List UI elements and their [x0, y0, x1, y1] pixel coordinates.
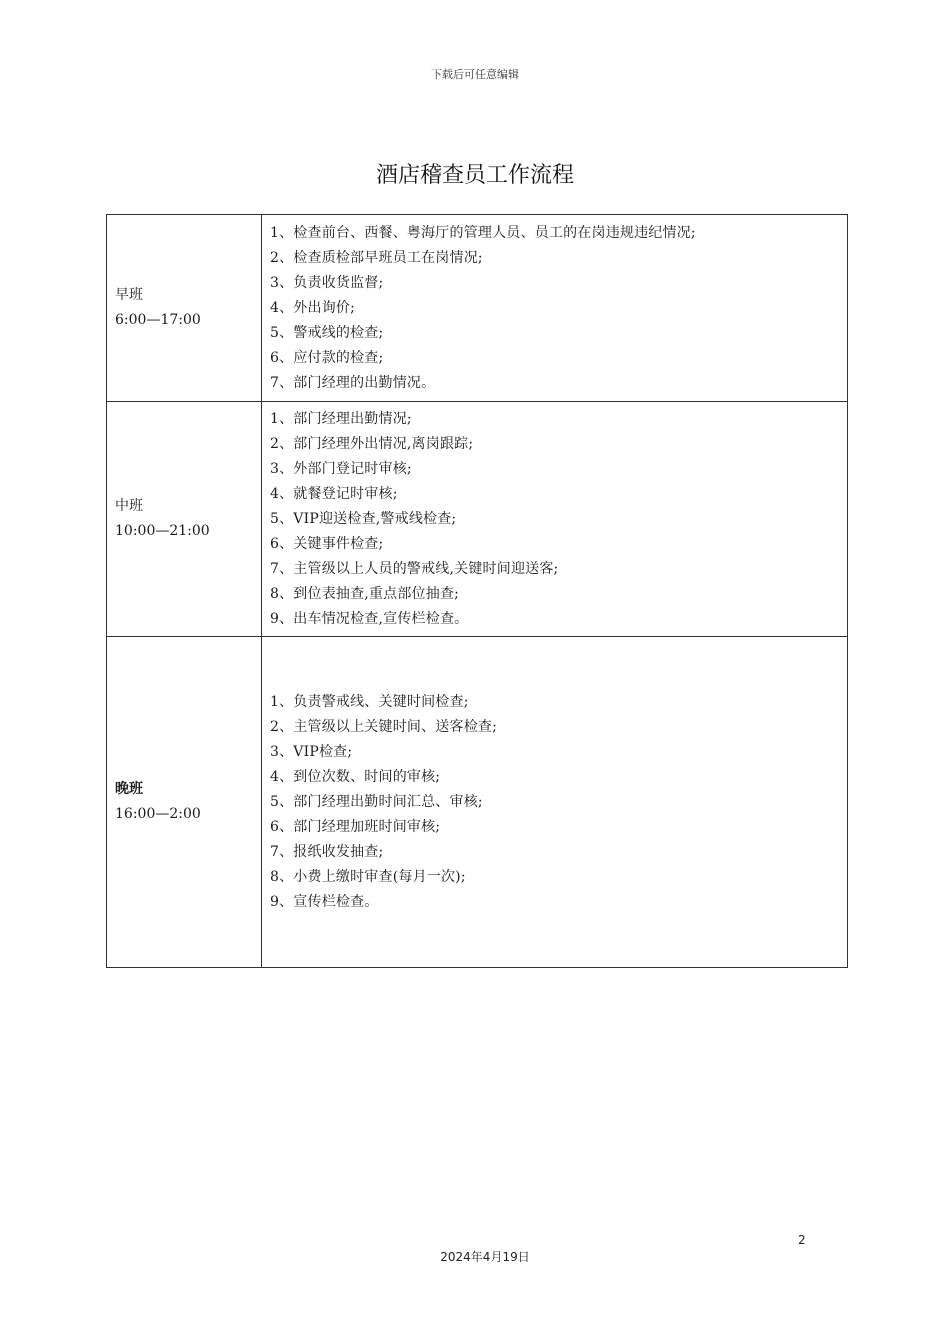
shift-schedule-table: [106, 214, 848, 968]
task-item: 2、检查质检部早班员工在岗情况;: [270, 249, 483, 266]
footer-date: 2024年4月19日: [440, 1250, 530, 1264]
shift-name: 晚班: [115, 781, 143, 797]
task-item: 6、应付款的检查;: [270, 349, 384, 366]
task-item: 3、外部门登记时审核;: [270, 460, 412, 477]
shift-hours: 6:00—17:00: [115, 312, 201, 328]
task-list: [270, 407, 841, 632]
task-list: [270, 221, 841, 396]
task-item: 4、就餐登记时审核;: [270, 485, 398, 502]
shift-label-cell: [107, 402, 262, 637]
task-item: 5、VIP迎送检查,警戒线检查;: [270, 510, 457, 527]
document-title: 酒店稽查员工作流程: [375, 163, 574, 188]
shift-name: 中班: [115, 498, 143, 514]
shift-label-cell: [107, 637, 262, 968]
task-item: 1、检查前台、西餐、粤海厅的管理人员、员工的在岗违规违纪情况;: [270, 224, 696, 241]
task-item: 8、小费上缴时审查(每月一次);: [270, 868, 466, 885]
task-item: 8、到位表抽查,重点部位抽查;: [270, 585, 460, 602]
task-item: 3、VIP检查;: [270, 743, 353, 760]
task-item: 9、出车情况检查,宣传栏检查。: [270, 610, 469, 627]
task-item: 2、主管级以上关键时间、送客检查;: [270, 718, 498, 735]
table-row-night-shift: [107, 637, 848, 968]
task-item: 2、部门经理外出情况,离岗跟踪;: [270, 435, 474, 452]
shift-tasks-cell: [262, 637, 848, 968]
page-number: 2: [798, 1233, 806, 1247]
table-row-middle-shift: [107, 402, 848, 637]
task-item: 7、部门经理的出勤情况。: [270, 374, 436, 391]
shift-tasks-cell: [262, 402, 848, 637]
task-item: 6、部门经理加班时间审核;: [270, 818, 441, 835]
task-item: 3、负责收货监督;: [270, 274, 384, 291]
shift-name: 早班: [115, 287, 143, 303]
task-list: [270, 690, 841, 915]
task-item: 7、主管级以上人员的警戒线,关键时间迎送客;: [270, 560, 559, 577]
task-item: 4、到位次数、时间的审核;: [270, 768, 441, 785]
header-note: 下载后可任意编辑: [431, 68, 519, 81]
task-item: 1、部门经理出勤情况;: [270, 410, 412, 427]
shift-hours: 16:00—2:00: [115, 806, 201, 822]
task-item: 1、负责警戒线、关键时间检查;: [270, 693, 469, 710]
task-item: 7、报纸收发抽查;: [270, 843, 384, 860]
shift-label-cell: [107, 215, 262, 402]
table-row-morning-shift: [107, 215, 848, 402]
task-item: 5、部门经理出勤时间汇总、审核;: [270, 793, 483, 810]
task-item: 6、关键事件检查;: [270, 535, 384, 552]
shift-tasks-cell: [262, 215, 848, 402]
shift-hours: 10:00—21:00: [115, 523, 210, 539]
task-item: 5、警戒线的检查;: [270, 324, 384, 341]
task-item: 4、外出询价;: [270, 299, 356, 316]
task-item: 9、宣传栏检查。: [270, 893, 379, 910]
